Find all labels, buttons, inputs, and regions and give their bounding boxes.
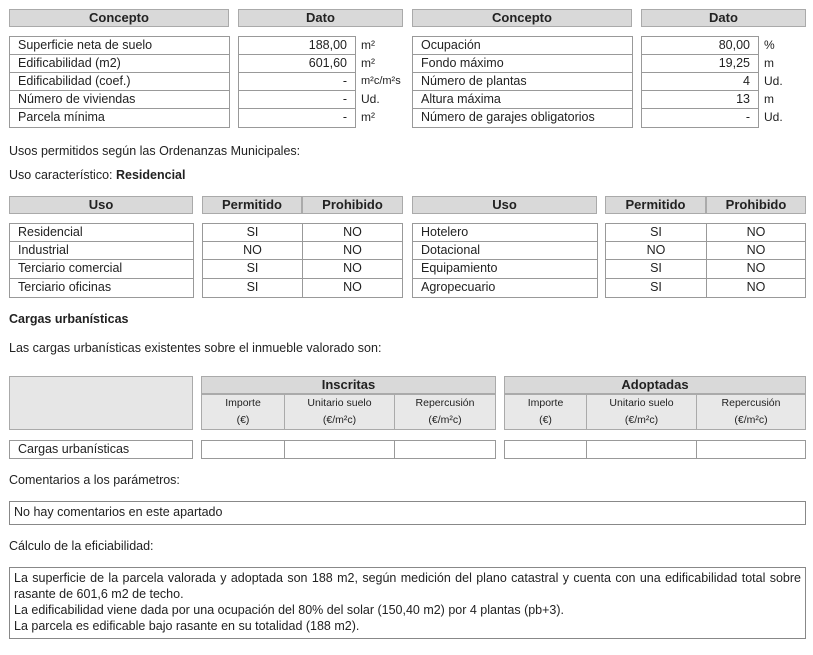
uso-name: Terciario oficinas <box>9 279 194 298</box>
comentarios-label: Comentarios a los parámetros: <box>9 473 180 487</box>
param-label: Fondo máximo <box>412 55 633 73</box>
param-value: 80,00 <box>641 36 759 55</box>
uso-name: Agropecuario <box>412 279 598 298</box>
comentarios-box: No hay comentarios en este apartado <box>9 501 806 525</box>
param-label: Parcela mínima <box>9 109 230 128</box>
subheader-importe <box>201 394 285 430</box>
calculo-line-1: La superficie de la parcela valorada y adoptada son 188 m2, según medición del plano catastral y cuenta con una edificabilidad total sobre rasante de 601,6 m2 de techo. <box>14 571 801 601</box>
header-inscritas: Inscritas <box>201 376 496 394</box>
param-unit: m²c/m²s <box>361 75 401 87</box>
header-prohibido-left: Prohibido <box>302 196 403 214</box>
param-unit: m <box>764 92 774 106</box>
subheader-unit: (€) <box>539 414 552 426</box>
subheader-unitario-suelo <box>586 394 697 430</box>
calculo-line-2: La edificabilidad viene dada por una ocupación del 80% del solar (150,40 m2) por 4 plantas (pb+3). <box>14 603 565 617</box>
param-value: 188,00 <box>238 36 356 55</box>
uso-name: Dotacional <box>412 242 598 260</box>
uso-caracteristico <box>9 167 185 183</box>
subheader-name: Importe <box>225 397 261 409</box>
uso-prohibido: NO <box>706 242 806 260</box>
subheader-repercusion <box>394 394 496 430</box>
subheader-unit: (€/m²c) <box>624 414 659 426</box>
cargas-title: Cargas urbanísticas <box>9 312 129 326</box>
param-value: 601,60 <box>238 55 356 73</box>
param-value: 13 <box>641 91 759 109</box>
header-dato-right: Dato <box>641 9 806 27</box>
uso-permitido: SI <box>202 260 303 279</box>
subheader-unit: (€/m²c) <box>428 414 462 426</box>
header-concepto-left: Concepto <box>9 9 229 27</box>
uso-permitido: SI <box>202 279 303 298</box>
uso-name: Terciario comercial <box>9 260 194 279</box>
param-unit: m² <box>361 56 375 70</box>
calculo-line-3: La parcela es edificable bajo rasante en su totalidad (188 m2). <box>14 619 360 633</box>
uso-name: Residencial <box>9 223 194 242</box>
param-label: Edificabilidad (coef.) <box>9 73 230 91</box>
uso-name: Industrial <box>9 242 194 260</box>
header-prohibido-right: Prohibido <box>706 196 806 214</box>
uso-name: Equipamiento <box>412 260 598 279</box>
param-label: Superficie neta de suelo <box>9 36 230 55</box>
header-adoptadas: Adoptadas <box>504 376 806 394</box>
usos-intro: Usos permitidos según las Ordenanzas Municipales: <box>9 144 301 158</box>
uso-prohibido: NO <box>706 279 806 298</box>
uso-permitido: SI <box>202 223 303 242</box>
param-value: 4 <box>641 73 759 91</box>
header-permitido-left: Permitido <box>202 196 302 214</box>
uso-caracteristico-value: Residencial <box>115 168 186 182</box>
header-uso-right: Uso <box>412 196 597 214</box>
param-unit: Ud. <box>764 110 783 124</box>
param-value: - <box>238 109 356 128</box>
uso-prohibido: NO <box>706 223 806 242</box>
subheader-name: Unitario suelo <box>609 397 674 409</box>
uso-permitido: NO <box>202 242 303 260</box>
cargas-cell <box>201 440 285 459</box>
cargas-row-label: Cargas urbanísticas <box>9 440 193 459</box>
subheader-unitario-suelo <box>284 394 395 430</box>
uso-permitido: NO <box>605 242 707 260</box>
uso-prohibido: NO <box>302 279 403 298</box>
uso-permitido: SI <box>605 279 707 298</box>
param-value: 19,25 <box>641 55 759 73</box>
param-label: Ocupación <box>412 36 633 55</box>
param-unit: Ud. <box>361 92 380 106</box>
param-value: - <box>238 73 356 91</box>
uso-prohibido: NO <box>302 242 403 260</box>
param-unit: m² <box>361 38 375 52</box>
subheader-unit: (€/m²c) <box>734 414 768 426</box>
subheader-name: Repercusión <box>721 397 781 409</box>
header-dato-left: Dato <box>238 9 403 27</box>
uso-permitido: SI <box>605 223 707 242</box>
cargas-cell <box>586 440 697 459</box>
uso-caracteristico-label: Uso característico: <box>9 168 116 182</box>
param-label: Edificabilidad (m2) <box>9 55 230 73</box>
cargas-corner-cell <box>9 376 193 430</box>
param-label: Altura máxima <box>412 91 633 109</box>
header-concepto-right: Concepto <box>412 9 632 27</box>
param-value: - <box>238 91 356 109</box>
param-unit: Ud. <box>764 74 783 88</box>
param-label: Número de viviendas <box>9 91 230 109</box>
header-uso-left: Uso <box>9 196 193 214</box>
header-permitido-right: Permitido <box>605 196 706 214</box>
uso-prohibido: NO <box>302 223 403 242</box>
param-value: - <box>641 109 759 128</box>
uso-name: Hotelero <box>412 223 598 242</box>
subheader-repercusion <box>696 394 806 430</box>
subheader-unit: (€/m²c) <box>322 414 357 426</box>
cargas-cell <box>696 440 806 459</box>
param-label: Número de garajes obligatorios <box>412 109 633 128</box>
cargas-cell <box>394 440 496 459</box>
param-label: Número de plantas <box>412 73 633 91</box>
param-unit: m <box>764 56 774 70</box>
subheader-name: Unitario suelo <box>307 397 372 409</box>
cargas-intro: Las cargas urbanísticas existentes sobre el inmueble valorado son: <box>9 341 382 355</box>
subheader-unit: (€) <box>236 414 250 426</box>
subheader-importe <box>504 394 587 430</box>
uso-permitido: SI <box>605 260 707 279</box>
calculo-box <box>9 567 806 639</box>
calculo-label: Cálculo de la eficiabilidad: <box>9 539 154 553</box>
param-unit: % <box>764 38 775 52</box>
subheader-name: Repercusión <box>415 397 475 409</box>
cargas-cell <box>504 440 587 459</box>
param-unit: m² <box>361 110 375 124</box>
uso-prohibido: NO <box>302 260 403 279</box>
cargas-cell <box>284 440 395 459</box>
subheader-name: Importe <box>527 397 564 409</box>
uso-prohibido: NO <box>706 260 806 279</box>
